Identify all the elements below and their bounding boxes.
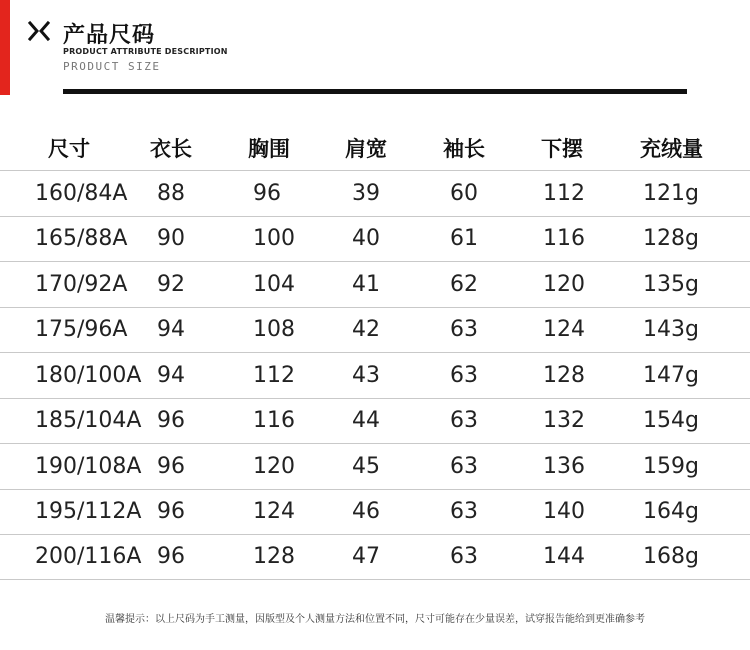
accent-bar	[0, 0, 10, 95]
table-cell: 136	[543, 453, 585, 479]
table-cell: 143g	[643, 317, 699, 343]
table-cell: 121g	[643, 180, 699, 206]
table-cell: 170/92A	[35, 271, 128, 297]
column-header: 下摆	[541, 136, 583, 161]
column-header: 尺寸	[48, 136, 90, 161]
table-row	[0, 216, 750, 262]
table-cell: 175/96A	[35, 317, 128, 343]
table-cell: 45	[352, 453, 380, 479]
table-cell: 39	[352, 180, 380, 206]
size-table	[0, 125, 750, 580]
table-cell: 165/88A	[35, 226, 128, 252]
table-cell: 128g	[643, 226, 699, 252]
table-cell: 41	[352, 271, 380, 297]
table-cell: 135g	[643, 271, 699, 297]
column-header: 充绒量	[640, 136, 703, 161]
table-cell: 43	[352, 362, 380, 388]
table-cell: 94	[157, 317, 185, 343]
table-cell: 96	[157, 499, 185, 525]
table-cell: 108	[253, 317, 295, 343]
table-cell: 160/84A	[35, 180, 128, 206]
column-header: 袖长	[443, 136, 485, 161]
table-cell: 96	[253, 180, 281, 206]
table-cell: 96	[157, 544, 185, 570]
table-cell: 190/108A	[35, 453, 142, 479]
page-title: 产品尺码	[63, 23, 156, 48]
table-body	[0, 170, 750, 580]
table-cell: 124	[543, 317, 585, 343]
table-cell: 132	[543, 408, 585, 434]
table-cell: 112	[253, 362, 295, 388]
table-cell: 124	[253, 499, 295, 525]
table-cell: 92	[157, 271, 185, 297]
table-cell: 94	[157, 362, 185, 388]
table-cell: 46	[352, 499, 380, 525]
table-cell: 147g	[643, 362, 699, 388]
table-row	[0, 261, 750, 307]
table-cell: 44	[352, 408, 380, 434]
table-row	[0, 443, 750, 489]
column-header: 衣长	[150, 136, 192, 161]
table-row	[0, 170, 750, 216]
column-header: 胸围	[248, 136, 290, 161]
table-cell: 120	[253, 453, 295, 479]
table-cell: 63	[450, 317, 478, 343]
table-cell: 63	[450, 362, 478, 388]
table-cell: 63	[450, 453, 478, 479]
table-cell: 128	[543, 362, 585, 388]
table-row	[0, 534, 750, 580]
table-cell: 154g	[643, 408, 699, 434]
title-divider	[63, 89, 687, 94]
table-row	[0, 398, 750, 444]
table-cell: 164g	[643, 499, 699, 525]
table-cell: 100	[253, 226, 295, 252]
table-cell: 63	[450, 499, 478, 525]
table-cell: 63	[450, 408, 478, 434]
table-cell: 159g	[643, 453, 699, 479]
page-subtitle-upper: PRODUCT ATTRIBUTE DESCRIPTION	[63, 47, 228, 56]
table-cell: 88	[157, 180, 185, 206]
footer-note: 温馨提示：以上尺码为手工测量，因版型及个人测量方法和位置不同，尺寸可能存在少量误差，试穿报告能给到更准确参考	[105, 614, 645, 625]
table-cell: 180/100A	[35, 362, 142, 388]
table-cell: 40	[352, 226, 380, 252]
table-cell: 168g	[643, 544, 699, 570]
table-cell: 120	[543, 271, 585, 297]
page-subtitle-lower: PRODUCT SIZE	[63, 60, 161, 73]
table-cell: 47	[352, 544, 380, 570]
table-cell: 104	[253, 271, 295, 297]
table-header-row	[0, 125, 750, 170]
table-cell: 200/116A	[35, 544, 142, 570]
table-cell: 116	[543, 226, 585, 252]
table-cell: 61	[450, 226, 478, 252]
table-cell: 62	[450, 271, 478, 297]
table-cell: 144	[543, 544, 585, 570]
table-cell: 140	[543, 499, 585, 525]
table-cell: 112	[543, 180, 585, 206]
table-cell: 128	[253, 544, 295, 570]
table-row	[0, 307, 750, 353]
table-cell: 116	[253, 408, 295, 434]
table-row	[0, 352, 750, 398]
table-cell: 90	[157, 226, 185, 252]
column-header: 肩宽	[345, 136, 387, 161]
table-cell: 60	[450, 180, 478, 206]
table-row	[0, 489, 750, 535]
table-cell: 96	[157, 453, 185, 479]
table-cell: 185/104A	[35, 408, 142, 434]
table-cell: 195/112A	[35, 499, 142, 525]
table-cell: 42	[352, 317, 380, 343]
table-cell: 96	[157, 408, 185, 434]
table-cell: 63	[450, 544, 478, 570]
x-logo-icon	[28, 20, 50, 42]
